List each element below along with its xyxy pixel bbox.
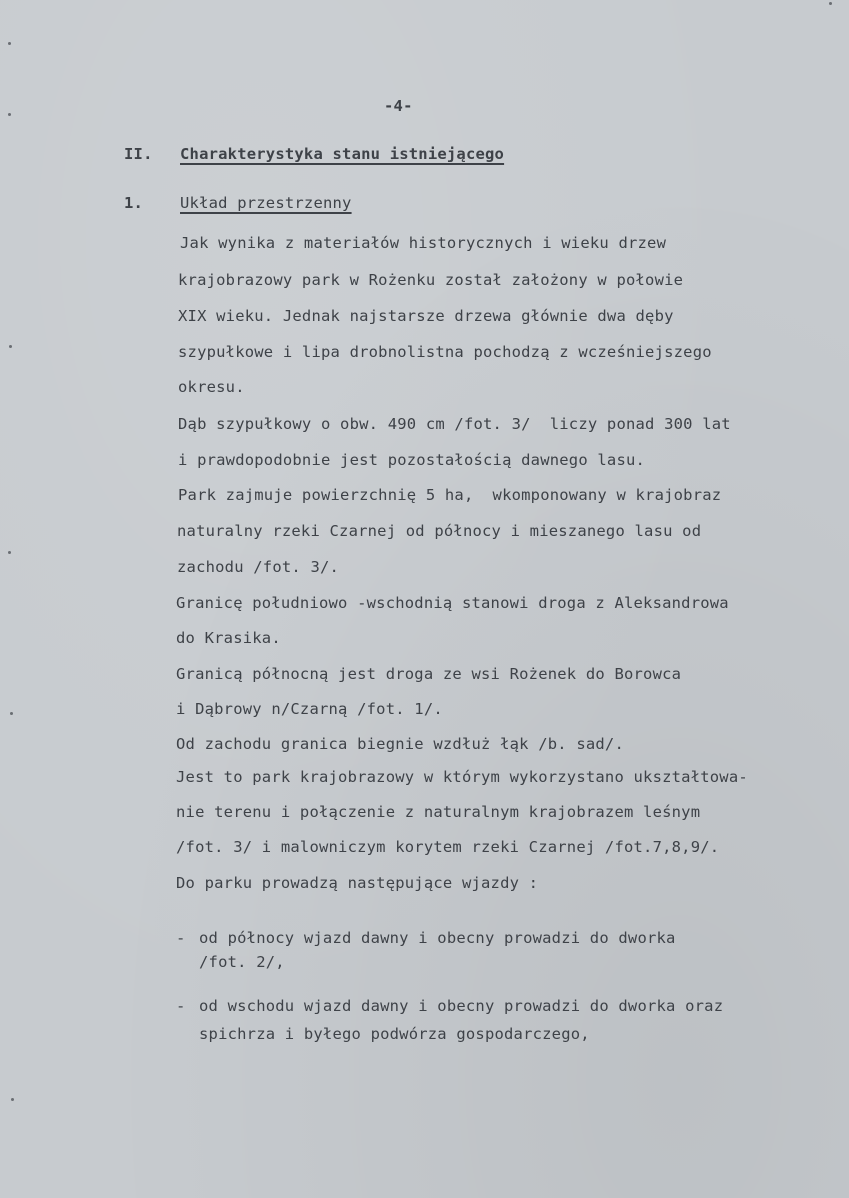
list-dash: - <box>176 929 186 947</box>
body-line: krajobrazowy park w Rożenku został założony w połowie <box>178 271 684 289</box>
paper-speck <box>11 1098 14 1101</box>
paper-speck <box>10 712 13 715</box>
body-line: do Krasika. <box>176 629 281 647</box>
body-line: Jak wynika z materiałów historycznych i wieku drzew <box>180 234 667 252</box>
body-line: Granicą północną jest droga ze wsi Rożenek do Borowca <box>176 665 682 683</box>
body-line: szypułkowe i lipa drobnolistna pochodzą z wcześniejszego <box>178 343 712 361</box>
page-number: -4- <box>384 97 413 115</box>
list-item-line: /fot. 2/, <box>199 953 285 971</box>
section-number: II. <box>124 145 153 163</box>
list-item-line: spichrza i byłego podwórza gospodarczego, <box>199 1025 590 1043</box>
paper-speck <box>8 42 11 45</box>
paper-speck <box>8 551 11 554</box>
body-line: Od zachodu granica biegnie wzdłuż łąk /b. sad/. <box>176 735 624 753</box>
body-line: zachodu /fot. 3/. <box>177 558 340 576</box>
body-line: naturalny rzeki Czarnej od północy i mieszanego lasu od <box>177 522 702 540</box>
body-line: Dąb szypułkowy o obw. 490 cm /fot. 3/ liczy ponad 300 lat <box>178 415 731 433</box>
subsection-title: Układ przestrzenny <box>180 194 352 212</box>
body-line: i prawdopodobnie jest pozostałością dawnego lasu. <box>178 451 646 469</box>
subsection-number: 1. <box>124 194 144 212</box>
section-title: Charakterystyka stanu istniejącego <box>180 145 505 163</box>
paper-speck <box>829 2 832 5</box>
list-item-line: od wschodu wjazd dawny i obecny prowadzi do dworka oraz <box>199 997 724 1015</box>
body-line: Park zajmuje powierzchnię 5 ha, wkomponowany w krajobraz <box>178 486 722 504</box>
body-line: Do parku prowadzą następujące wjazdy : <box>176 874 539 892</box>
body-line: /fot. 3/ i malowniczym korytem rzeki Czarnej /fot.7,8,9/. <box>176 838 720 856</box>
body-line: okresu. <box>178 378 245 396</box>
paper-speck <box>8 113 11 116</box>
list-dash: - <box>176 997 186 1015</box>
body-line: XIX wieku. Jednak najstarsze drzewa głównie dwa dęby <box>178 307 674 325</box>
paper-speck <box>9 345 12 348</box>
body-line: nie terenu i połączenie z naturalnym krajobrazem leśnym <box>176 803 701 821</box>
body-line: i Dąbrowy n/Czarną /fot. 1/. <box>176 700 443 718</box>
list-item-line: od północy wjazd dawny i obecny prowadzi do dworka <box>199 929 676 947</box>
body-line: Granicę południowo -wschodnią stanowi droga z Aleksandrowa <box>176 594 729 612</box>
body-line: Jest to park krajobrazowy w którym wykorzystano ukształtowa- <box>176 768 748 786</box>
